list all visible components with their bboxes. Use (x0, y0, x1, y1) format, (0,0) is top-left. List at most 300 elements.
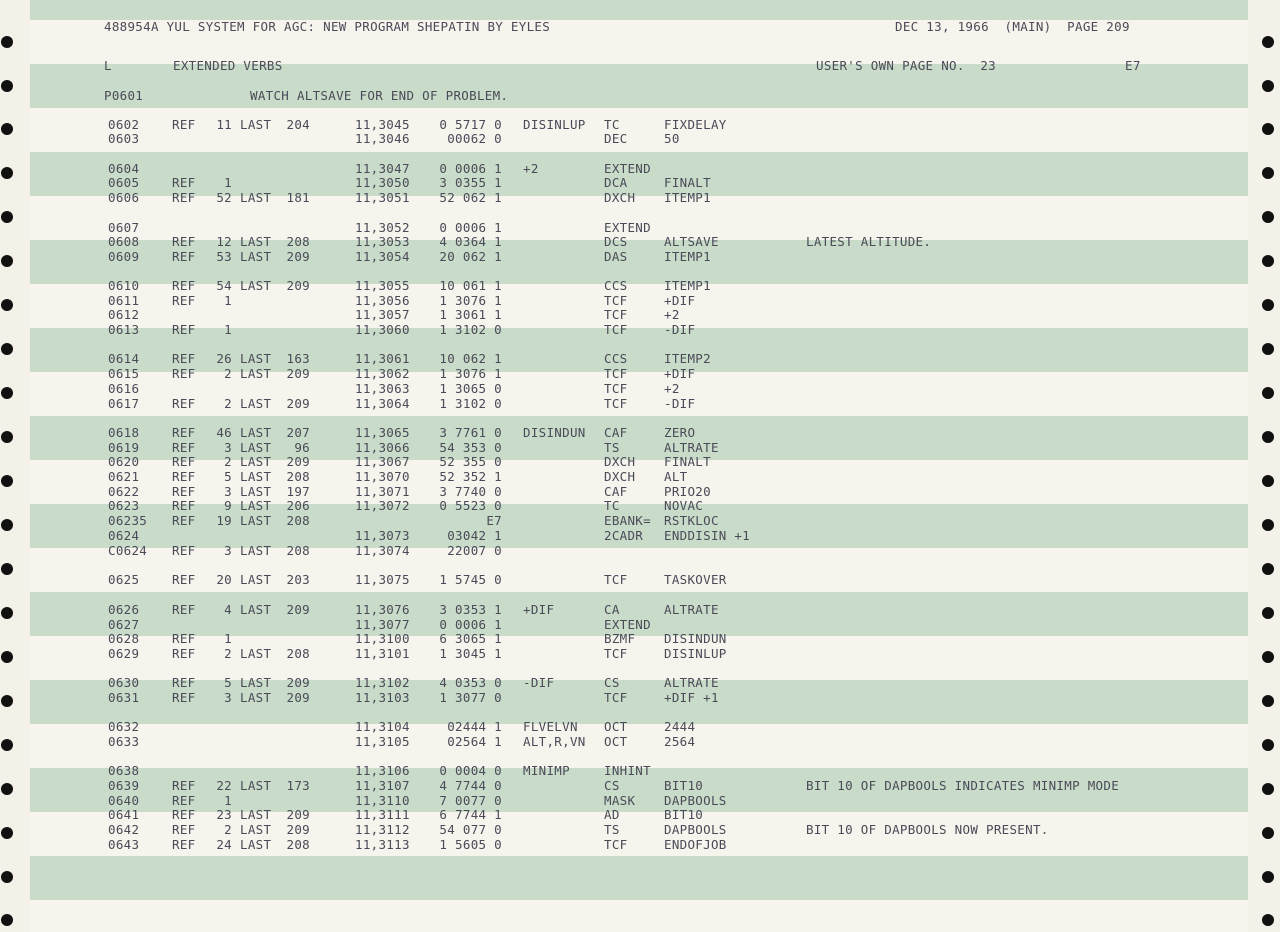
last-page: 96 (294, 440, 310, 455)
octal-word: 00062 0 (447, 131, 502, 146)
operand: FINALT (664, 175, 711, 190)
address: 11,3061 (355, 351, 410, 366)
listing-row (0, 249, 1280, 264)
listing-row (0, 778, 1280, 793)
octal-word: E7 (486, 513, 502, 528)
ref-number: 4 (224, 602, 232, 617)
card: 0605 (108, 175, 140, 190)
address: 11,3113 (355, 837, 410, 852)
octal-word: 02444 1 (447, 719, 502, 734)
feed-hole-icon (1, 871, 13, 883)
operand: ZERO (664, 425, 696, 440)
operand: BIT10 (664, 807, 704, 822)
ref-number: 2 (224, 822, 232, 837)
octal-word: 3 0353 1 (439, 602, 502, 617)
opcode: TCF (604, 572, 628, 587)
listing-row (0, 617, 1280, 632)
ref: REF (172, 837, 196, 852)
operand: FIXDELAY (664, 117, 727, 132)
opcode: OCT (604, 734, 628, 749)
green-bar (30, 0, 1248, 20)
ref: REF (172, 234, 196, 249)
operand: ALTSAVE (664, 234, 719, 249)
last-page: 209 (286, 396, 310, 411)
octal-word: 1 3077 0 (439, 690, 502, 705)
last-page: 208 (286, 469, 310, 484)
octal-word: 3 7761 0 (439, 425, 502, 440)
card: 0625 (108, 572, 140, 587)
listing-row (0, 234, 1280, 249)
operand: 2444 (664, 719, 696, 734)
symbol-label: MINIMP (523, 763, 570, 778)
operand: -DIF (664, 322, 696, 337)
ref-number: 19 (216, 513, 232, 528)
operand: ALTRATE (664, 440, 719, 455)
operand: FINALT (664, 454, 711, 469)
octal-word: 52 062 1 (439, 190, 502, 205)
listing-row (0, 293, 1280, 308)
address: 11,3106 (355, 763, 410, 778)
opcode: TCF (604, 381, 628, 396)
opcode: CCS (604, 351, 628, 366)
listing-row (0, 793, 1280, 808)
last-label: LAST (240, 602, 272, 617)
octal-word: 54 077 0 (439, 822, 502, 837)
card: 0626 (108, 602, 140, 617)
address: 11,3060 (355, 322, 410, 337)
ref: REF (172, 602, 196, 617)
octal-word: 10 061 1 (439, 278, 502, 293)
opcode: TS (604, 822, 620, 837)
ref: REF (172, 793, 196, 808)
opcode: DCS (604, 234, 628, 249)
address: 11,3055 (355, 278, 410, 293)
operand: ITEMP1 (664, 190, 711, 205)
octal-word: 4 0353 0 (439, 675, 502, 690)
last-label: LAST (240, 807, 272, 822)
opcode: CCS (604, 278, 628, 293)
ref-number: 2 (224, 396, 232, 411)
octal-word: 1 3076 1 (439, 366, 502, 381)
last-label: LAST (240, 690, 272, 705)
octal-word: 1 3102 0 (439, 396, 502, 411)
operand: +DIF (664, 366, 696, 381)
last-page: 209 (286, 454, 310, 469)
card: 0608 (108, 234, 140, 249)
operand: TASKOVER (664, 572, 727, 587)
ref: REF (172, 543, 196, 558)
listing-row (0, 351, 1280, 366)
card: 0611 (108, 293, 140, 308)
last-label: LAST (240, 396, 272, 411)
address: 11,3112 (355, 822, 410, 837)
opcode: CAF (604, 425, 628, 440)
last-label: LAST (240, 351, 272, 366)
listing-row (0, 161, 1280, 176)
card: 0621 (108, 469, 140, 484)
octal-word: 1 3065 0 (439, 381, 502, 396)
octal-word: 4 0364 1 (439, 234, 502, 249)
card: 0627 (108, 617, 140, 632)
listing-row (0, 307, 1280, 322)
listing-row (0, 822, 1280, 837)
ref-number: 52 (216, 190, 232, 205)
last-page: 209 (286, 366, 310, 381)
opcode: DAS (604, 249, 628, 264)
card: 0617 (108, 396, 140, 411)
ref-number: 3 (224, 440, 232, 455)
comment: BIT 10 OF DAPBOOLS NOW PRESENT. (806, 822, 1049, 837)
operand: +DIF +1 (664, 690, 719, 705)
operand: DISINDUN (664, 631, 727, 646)
last-label: LAST (240, 484, 272, 499)
last-page: 209 (286, 822, 310, 837)
address: 11,3047 (355, 161, 410, 176)
opcode: DEC (604, 131, 628, 146)
address: 11,3066 (355, 440, 410, 455)
card: 0614 (108, 351, 140, 366)
last-page: 163 (286, 351, 310, 366)
opcode: TCF (604, 322, 628, 337)
last-label: LAST (240, 572, 272, 587)
card: 0642 (108, 822, 140, 837)
operand: +DIF (664, 293, 696, 308)
operand: BIT10 (664, 778, 704, 793)
address: 11,3111 (355, 807, 410, 822)
listing-row (0, 837, 1280, 852)
remark-line (0, 88, 1280, 103)
last-page: 209 (286, 690, 310, 705)
octal-word: 1 3061 1 (439, 307, 502, 322)
address: 11,3064 (355, 396, 410, 411)
opcode: TC (604, 498, 620, 513)
octal-word: 1 5605 0 (439, 837, 502, 852)
ref: REF (172, 351, 196, 366)
listing-row (0, 454, 1280, 469)
ref: REF (172, 690, 196, 705)
octal-word: 0 0006 1 (439, 617, 502, 632)
card: 0630 (108, 675, 140, 690)
ref-number: 1 (224, 175, 232, 190)
last-label: LAST (240, 675, 272, 690)
card: 0633 (108, 734, 140, 749)
listing-row (0, 425, 1280, 440)
octal-word: 3 7740 0 (439, 484, 502, 499)
octal-word: 0 0004 0 (439, 763, 502, 778)
listing-row (0, 528, 1280, 543)
card: 0622 (108, 484, 140, 499)
ref-number: 22 (216, 778, 232, 793)
last-label: LAST (240, 425, 272, 440)
octal-word: 52 355 0 (439, 454, 502, 469)
opcode: CS (604, 675, 620, 690)
octal-word: 1 3045 1 (439, 646, 502, 661)
listing-row (0, 220, 1280, 235)
card: 0628 (108, 631, 140, 646)
ref: REF (172, 631, 196, 646)
listing-row (0, 175, 1280, 190)
opcode: TS (604, 440, 620, 455)
last-label: LAST (240, 498, 272, 513)
card: 0606 (108, 190, 140, 205)
address: 11,3076 (355, 602, 410, 617)
card: 0643 (108, 837, 140, 852)
ref-number: 5 (224, 469, 232, 484)
opcode: TCF (604, 293, 628, 308)
opcode: CA (604, 602, 620, 617)
ref: REF (172, 778, 196, 793)
last-label: LAST (240, 440, 272, 455)
ref: REF (172, 469, 196, 484)
last-label: LAST (240, 513, 272, 528)
ref-number: 3 (224, 690, 232, 705)
last-label: LAST (240, 837, 272, 852)
opcode: 2CADR (604, 528, 644, 543)
ref-number: 3 (224, 543, 232, 558)
last-label: LAST (240, 454, 272, 469)
last-page: 209 (286, 602, 310, 617)
octal-word: 4 7744 0 (439, 778, 502, 793)
card: 0613 (108, 322, 140, 337)
octal-word: 02564 1 (447, 734, 502, 749)
last-label: LAST (240, 117, 272, 132)
operand: DAPBOOLS (664, 822, 727, 837)
address: 11,3101 (355, 646, 410, 661)
card: 0631 (108, 690, 140, 705)
users-page-number: USER'S OWN PAGE NO. 23 (816, 58, 996, 73)
listing-row (0, 498, 1280, 513)
symbol-label: +2 (523, 161, 539, 176)
card: 0616 (108, 381, 140, 396)
address: 11,3105 (355, 734, 410, 749)
ref: REF (172, 572, 196, 587)
operand: RSTKLOC (664, 513, 719, 528)
opcode: TCF (604, 307, 628, 322)
symbol-label: +DIF (523, 602, 555, 617)
operand: 2564 (664, 734, 696, 749)
listing-row (0, 807, 1280, 822)
card: 0615 (108, 366, 140, 381)
opcode: EXTEND (604, 161, 651, 176)
card: 0619 (108, 440, 140, 455)
opcode: TCF (604, 396, 628, 411)
green-bar (30, 856, 1248, 900)
address: 11,3054 (355, 249, 410, 264)
opcode: EXTEND (604, 617, 651, 632)
listing-row (0, 322, 1280, 337)
address: 11,3067 (355, 454, 410, 469)
address: 11,3073 (355, 528, 410, 543)
ref: REF (172, 425, 196, 440)
operand: DISINLUP (664, 646, 727, 661)
remark-card: P0601 (104, 88, 144, 103)
address: 11,3046 (355, 131, 410, 146)
symbol-label: -DIF (523, 675, 555, 690)
card: 0610 (108, 278, 140, 293)
ref-number: 46 (216, 425, 232, 440)
address: 11,3063 (355, 381, 410, 396)
last-page: 173 (286, 778, 310, 793)
last-label: LAST (240, 249, 272, 264)
card: 0612 (108, 307, 140, 322)
opcode: DCA (604, 175, 628, 190)
address: 11,3072 (355, 498, 410, 513)
listing-row (0, 690, 1280, 705)
section-header (0, 58, 1280, 73)
listing-row (0, 646, 1280, 661)
opcode: TCF (604, 366, 628, 381)
section-marker: L (104, 58, 112, 73)
card: 0623 (108, 498, 140, 513)
last-label: LAST (240, 543, 272, 558)
ref-number: 1 (224, 631, 232, 646)
opcode: EXTEND (604, 220, 651, 235)
listing-row (0, 366, 1280, 381)
opcode: AD (604, 807, 620, 822)
last-label: LAST (240, 190, 272, 205)
address: 11,3056 (355, 293, 410, 308)
ref: REF (172, 675, 196, 690)
last-label: LAST (240, 366, 272, 381)
card: 0620 (108, 454, 140, 469)
listing-row (0, 440, 1280, 455)
ref-number: 23 (216, 807, 232, 822)
ref: REF (172, 440, 196, 455)
card: C0624 (108, 543, 148, 558)
ref-number: 9 (224, 498, 232, 513)
octal-word: 20 062 1 (439, 249, 502, 264)
last-label: LAST (240, 234, 272, 249)
last-page: 208 (286, 543, 310, 558)
ref-number: 11 (216, 117, 232, 132)
last-page: 203 (286, 572, 310, 587)
ref: REF (172, 366, 196, 381)
last-page: 204 (286, 117, 310, 132)
ref-number: 1 (224, 793, 232, 808)
octal-word: 1 3102 0 (439, 322, 502, 337)
listing-row (0, 602, 1280, 617)
octal-word: 0 0006 1 (439, 220, 502, 235)
last-page: 208 (286, 646, 310, 661)
last-label: LAST (240, 278, 272, 293)
ref: REF (172, 249, 196, 264)
feed-hole-icon (1262, 914, 1274, 926)
listing-row (0, 396, 1280, 411)
card: 0607 (108, 220, 140, 235)
card: 0604 (108, 161, 140, 176)
operand: NOVAC (664, 498, 704, 513)
operand: ITEMP1 (664, 249, 711, 264)
ref: REF (172, 807, 196, 822)
operand: PRIO20 (664, 484, 711, 499)
ref-number: 2 (224, 366, 232, 381)
symbol-label: DISINDUN (523, 425, 586, 440)
opcode: EBANK= (604, 513, 651, 528)
ref: REF (172, 484, 196, 499)
octal-word: 10 062 1 (439, 351, 502, 366)
last-page: 209 (286, 807, 310, 822)
last-page: 208 (286, 837, 310, 852)
operand: ALTRATE (664, 602, 719, 617)
last-label: LAST (240, 469, 272, 484)
card: 0640 (108, 793, 140, 808)
octal-word: 22007 0 (447, 543, 502, 558)
last-page: 209 (286, 278, 310, 293)
address: 11,3051 (355, 190, 410, 205)
octal-word: 54 353 0 (439, 440, 502, 455)
symbol-label: ALT,R,VN (523, 734, 586, 749)
opcode: BZMF (604, 631, 636, 646)
program-title: 488954A YUL SYSTEM FOR AGC: NEW PROGRAM SHEPATIN BY EYLES (104, 19, 551, 34)
page-header (0, 19, 1280, 34)
card: 0618 (108, 425, 140, 440)
opcode: TC (604, 117, 620, 132)
address: 11,3057 (355, 307, 410, 322)
last-page: 208 (286, 513, 310, 528)
octal-word: 03042 1 (447, 528, 502, 543)
address: 11,3071 (355, 484, 410, 499)
address: 11,3103 (355, 690, 410, 705)
listing-row (0, 381, 1280, 396)
address: 11,3070 (355, 469, 410, 484)
ref-number: 1 (224, 322, 232, 337)
card: 0641 (108, 807, 140, 822)
card: 0602 (108, 117, 140, 132)
ref: REF (172, 322, 196, 337)
ref-number: 12 (216, 234, 232, 249)
listing-row (0, 631, 1280, 646)
feed-hole-icon (1262, 36, 1274, 48)
last-page: 181 (286, 190, 310, 205)
card: 0624 (108, 528, 140, 543)
ref-number: 5 (224, 675, 232, 690)
operand: +2 (664, 381, 680, 396)
operand: ITEMP1 (664, 278, 711, 293)
octal-word: 6 3065 1 (439, 631, 502, 646)
octal-word: 6 7744 1 (439, 807, 502, 822)
card: 0639 (108, 778, 140, 793)
ref-number: 20 (216, 572, 232, 587)
ref: REF (172, 396, 196, 411)
card: 0638 (108, 763, 140, 778)
ref: REF (172, 190, 196, 205)
address: 11,3102 (355, 675, 410, 690)
address: 11,3065 (355, 425, 410, 440)
address: 11,3074 (355, 543, 410, 558)
ref: REF (172, 293, 196, 308)
opcode: DXCH (604, 190, 636, 205)
card: 0609 (108, 249, 140, 264)
address: 11,3110 (355, 793, 410, 808)
remark-text: WATCH ALTSAVE FOR END OF PROBLEM. (250, 88, 509, 103)
operand: ENDDISIN +1 (664, 528, 751, 543)
ref-number: 54 (216, 278, 232, 293)
octal-word: 1 3076 1 (439, 293, 502, 308)
octal-word: 3 0355 1 (439, 175, 502, 190)
ref-number: 1 (224, 293, 232, 308)
opcode: INHINT (604, 763, 651, 778)
listing-row (0, 469, 1280, 484)
opcode: TCF (604, 646, 628, 661)
ref-number: 26 (216, 351, 232, 366)
octal-word: 7 0077 0 (439, 793, 502, 808)
last-page: 207 (286, 425, 310, 440)
operand: ITEMP2 (664, 351, 711, 366)
last-page: 206 (286, 498, 310, 513)
ref: REF (172, 175, 196, 190)
card: 0632 (108, 719, 140, 734)
operand: -DIF (664, 396, 696, 411)
